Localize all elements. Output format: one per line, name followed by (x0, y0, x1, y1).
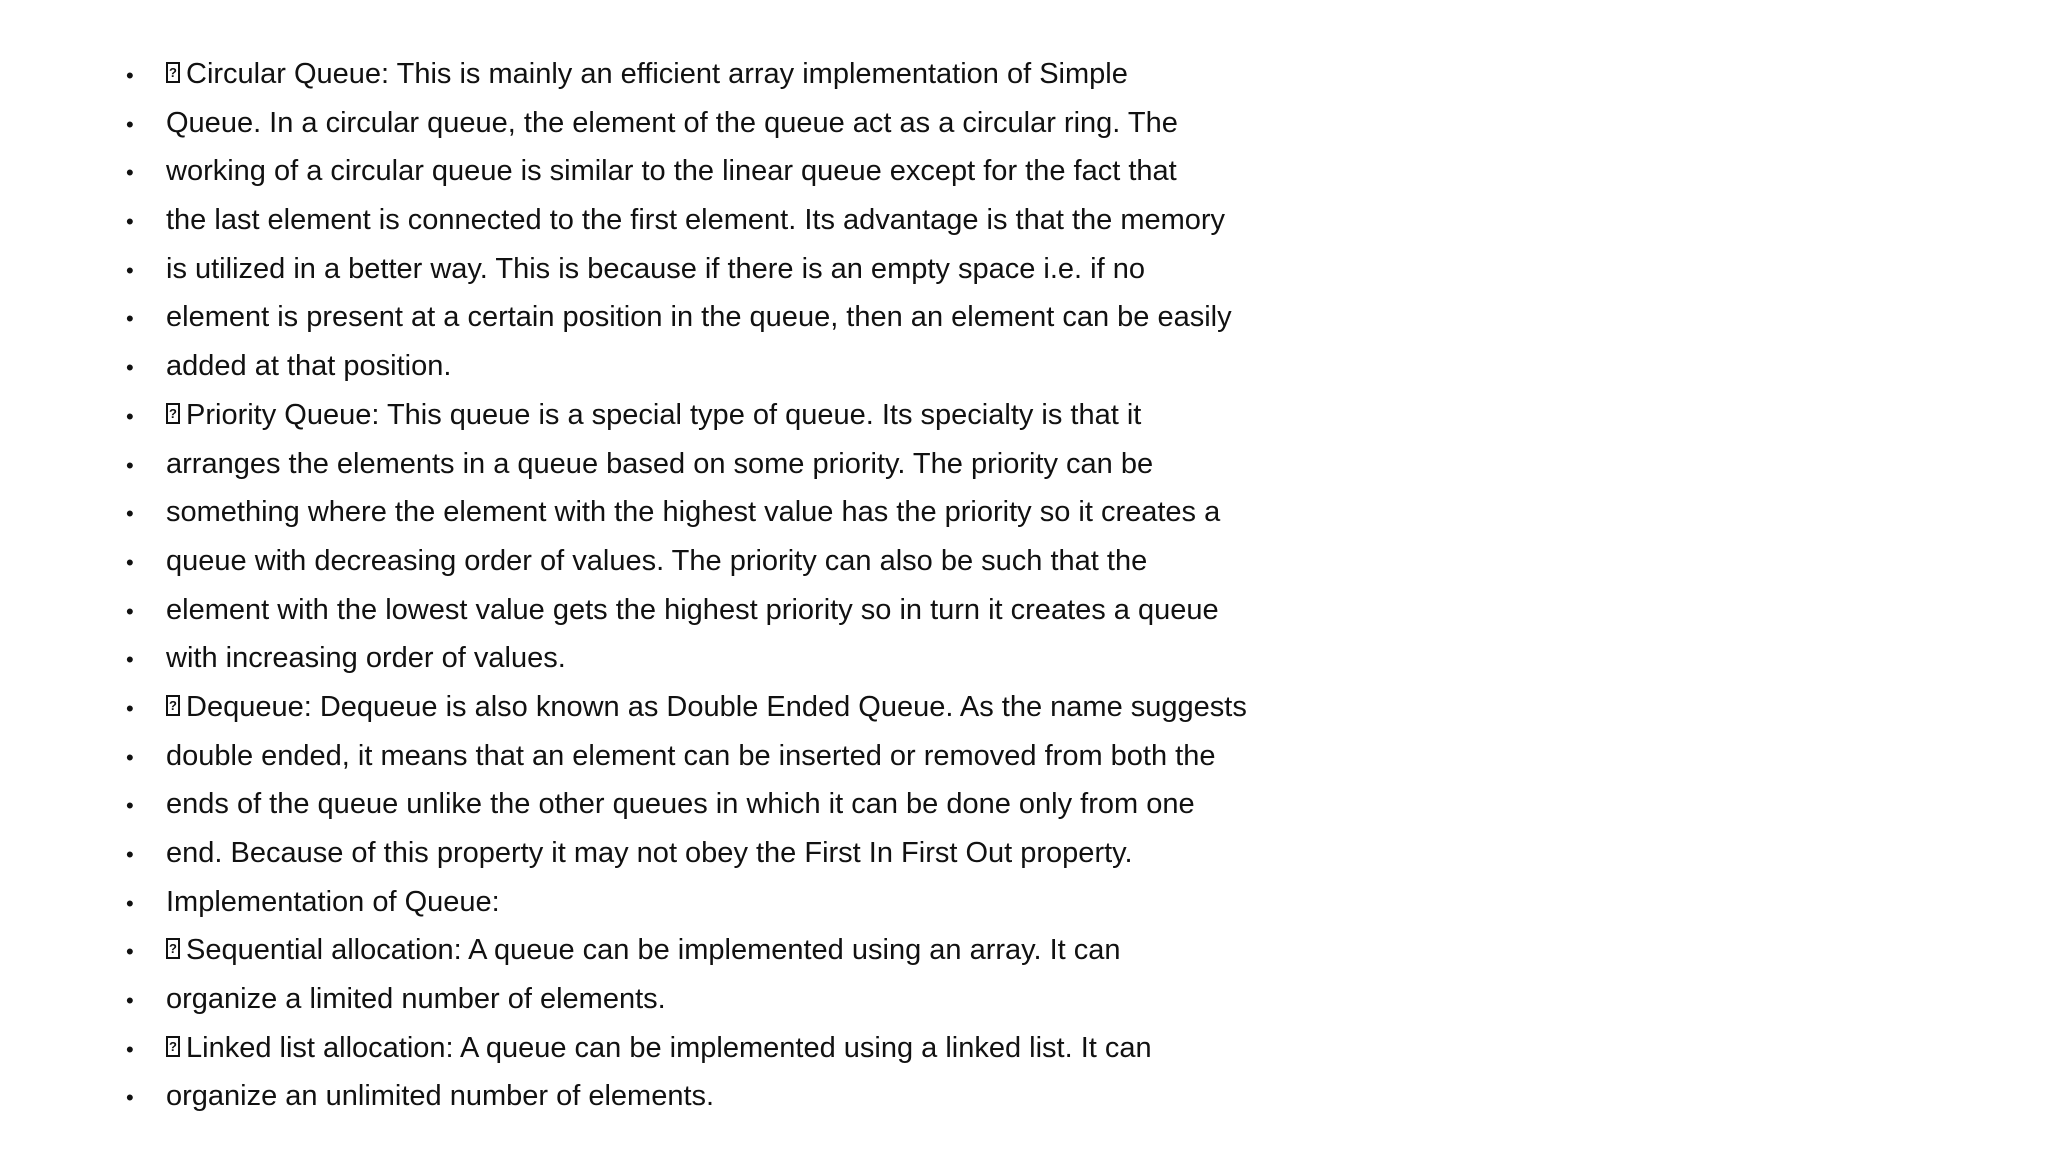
bullet-dot: • (126, 160, 134, 186)
bullet-text: element is present at a certain position in the queue, then an element can be easily (166, 301, 1232, 334)
bullet-dot: • (126, 647, 134, 673)
line-content (166, 683, 1247, 732)
line-content (166, 1072, 714, 1121)
bullet-line-5 (120, 245, 1420, 294)
bullet-line-22 (120, 1072, 1420, 1121)
bullet-line-12 (120, 586, 1420, 635)
bullet-text: end. Because of this property it may not obey the First In First Out property. (166, 837, 1133, 869)
bullet-line-9 (120, 440, 1420, 489)
missing-glyph-icon (166, 1036, 180, 1057)
bullet-text: the last element is connected to the first element. Its advantage is that the memory (166, 204, 1226, 237)
bullet-dot: • (126, 598, 134, 624)
bullet-dot: • (126, 695, 134, 721)
bullet-dot: • (126, 257, 134, 283)
bullet-line-10 (120, 488, 1420, 537)
line-content (166, 196, 1225, 245)
bullet-text: element with the lowest value gets the highest priority so in turn it creates a queue (166, 593, 1219, 626)
bullet-line-14 (120, 683, 1420, 732)
line-content (166, 878, 500, 927)
bullet-dot: • (126, 890, 134, 916)
line-content (166, 391, 1141, 440)
missing-glyph-icon (166, 938, 180, 959)
bullet-text: Implementation of Queue: (166, 885, 500, 918)
bullet-dot: • (126, 452, 134, 478)
bullet-line-6 (120, 293, 1420, 342)
line-content (166, 50, 1128, 99)
line-content (166, 342, 451, 391)
bullet-text: is utilized in a better way. This is because if there is an empty space i.e. if no (166, 252, 1145, 285)
line-content (166, 440, 1153, 489)
bullet-text: Queue. In a circular queue, the element of the queue act as a circular ring. The (166, 106, 1178, 139)
bullet-dot: • (126, 744, 134, 770)
bullet-line-3 (120, 147, 1420, 196)
bullet-dot: • (126, 209, 134, 235)
bullet-text: double ended, it means that an element can be inserted or removed from both the (166, 739, 1216, 772)
bullet-dot: • (126, 306, 134, 332)
bullet-line-13 (120, 634, 1420, 683)
bullet-dot: • (126, 501, 134, 527)
bullet-text: added at that position. (166, 350, 452, 383)
bullet-text: Sequential allocation: A queue can be implemented using an array. It can (186, 934, 1121, 967)
bullet-dot: • (126, 63, 134, 88)
line-content (166, 732, 1215, 781)
line-content (166, 975, 666, 1024)
bullet-dot: • (126, 939, 134, 965)
bullet-line-20 (120, 975, 1420, 1024)
bullet-text: queue with decreasing order of values. The priority can also be such that the (166, 544, 1148, 577)
bullet-line-7 (120, 342, 1420, 391)
bullet-line-16 (120, 780, 1420, 829)
bullet-line-4 (120, 196, 1420, 245)
line-content (166, 586, 1219, 635)
line-content (166, 147, 1177, 196)
bullet-text: Linked list allocation: A queue can be implemented using a linked list. It can (186, 1031, 1152, 1064)
bullet-dot: • (126, 403, 134, 429)
bullet-dot: • (126, 1085, 134, 1111)
bullet-text: organize a limited number of elements. (166, 983, 666, 1016)
line-content (166, 1024, 1152, 1073)
bullet-line-18 (120, 878, 1420, 927)
bullet-line-1 (120, 50, 1420, 99)
bullet-dot: • (126, 793, 134, 819)
missing-glyph-icon (166, 403, 180, 424)
line-content (166, 780, 1195, 829)
bullet-line-15 (120, 732, 1420, 781)
bullet-text: ends of the queue unlike the other queues in which it can be done only from one (166, 788, 1195, 821)
bullet-dot: • (126, 842, 134, 867)
line-content (166, 537, 1147, 586)
line-content (166, 99, 1178, 148)
bullet-dot: • (126, 111, 134, 137)
bullet-text: organize an unlimited number of elements. (166, 1080, 715, 1113)
line-content (166, 634, 566, 683)
bullet-text: something where the element with the highest value has the priority so it creates a (166, 496, 1221, 529)
line-content (166, 829, 1133, 878)
bullet-dot: • (126, 549, 134, 575)
bullet-dot: • (126, 1036, 134, 1062)
bullet-line-17 (120, 829, 1420, 878)
line-content (166, 488, 1220, 537)
bullet-text: Dequeue: Dequeue is also known as Double Ended Queue. As the name suggests (186, 690, 1247, 723)
bullet-text: with increasing order of values. (166, 642, 566, 675)
bullet-dot: • (126, 355, 134, 381)
bullet-text: Priority Queue: This queue is a special type of queue. Its specialty is that it (186, 398, 1142, 431)
bullet-list (120, 50, 1420, 1121)
bullet-line-19 (120, 926, 1420, 975)
bullet-line-2 (120, 99, 1420, 148)
line-content (166, 293, 1232, 342)
bullet-dot: • (126, 988, 134, 1014)
bullet-line-8 (120, 391, 1420, 440)
bullet-line-21 (120, 1024, 1420, 1073)
missing-glyph-icon (166, 695, 180, 716)
missing-glyph-icon (166, 62, 180, 83)
bullet-line-11 (120, 537, 1420, 586)
bullet-text: working of a circular queue is similar to the linear queue except for the fact that (166, 155, 1177, 188)
line-content (166, 926, 1121, 975)
bullet-text: arranges the elements in a queue based on some priority. The priority can be (166, 447, 1154, 480)
line-content (166, 245, 1145, 294)
bullet-text: Circular Queue: This is mainly an efficient array implementation of Simple (186, 58, 1128, 90)
